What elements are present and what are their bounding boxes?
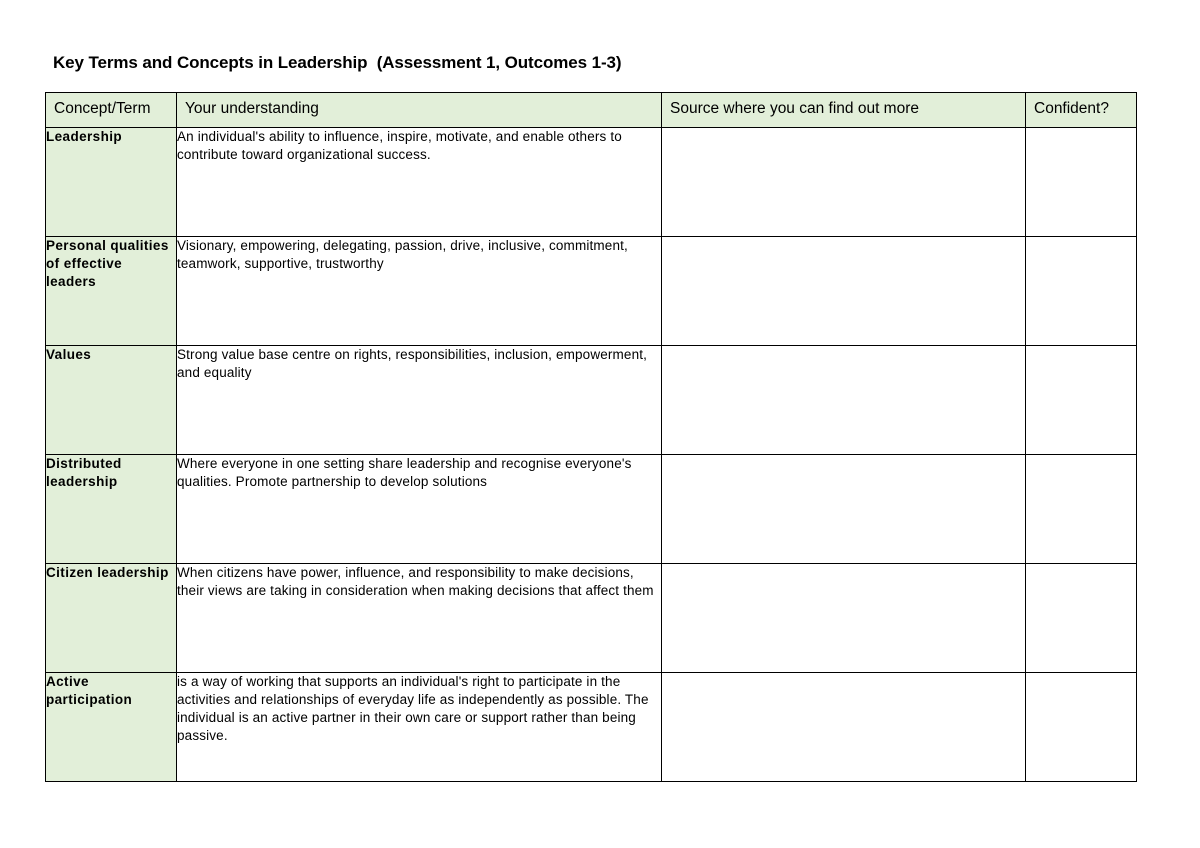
concept-cell: Personal qualities of effective leaders [46,237,177,346]
source-cell[interactable] [662,237,1026,346]
source-cell[interactable] [662,128,1026,237]
table-row [46,346,1137,455]
table-row [46,455,1137,564]
table-row [46,237,1137,346]
source-cell[interactable] [662,455,1026,564]
header-your-understanding: Your understanding [177,93,662,128]
understanding-cell[interactable]: Strong value base centre on rights, responsibilities, inclusion, empowerment, and equality [177,346,662,455]
source-cell[interactable] [662,564,1026,673]
table-row [46,564,1137,673]
understanding-cell[interactable]: Visionary, empowering, delegating, passion, drive, inclusive, commitment, teamwork, supportive, trustworthy [177,237,662,346]
concept-cell: Citizen leadership [46,564,177,673]
table-header-row [46,93,1137,128]
key-terms-table [45,92,1137,782]
concept-cell: Values [46,346,177,455]
understanding-cell[interactable]: is a way of working that supports an individual's right to participate in the activities and relationships of everyday life as independently as possible. The individual is an active partner in their own care or support rather than being passive. [177,673,662,782]
source-cell[interactable] [662,673,1026,782]
confident-cell[interactable] [1026,128,1137,237]
header-confident: Confident? [1026,93,1137,128]
confident-cell[interactable] [1026,673,1137,782]
understanding-cell[interactable]: When citizens have power, influence, and responsibility to make decisions, their views are taking in consideration when making decisions that affect them [177,564,662,673]
header-concept-term: Concept/Term [46,93,177,128]
understanding-cell[interactable]: Where everyone in one setting share leadership and recognise everyone's qualities. Promote partnership to develop solutions [177,455,662,564]
concept-cell: Leadership [46,128,177,237]
document-title: Key Terms and Concepts in Leadership (Assessment 1, Outcomes 1-3) [53,53,622,72]
table-row [46,128,1137,237]
understanding-cell[interactable]: An individual's ability to influence, inspire, motivate, and enable others to contribute toward organizational success. [177,128,662,237]
concept-cell: Active participation [46,673,177,782]
confident-cell[interactable] [1026,455,1137,564]
confident-cell[interactable] [1026,564,1137,673]
confident-cell[interactable] [1026,237,1137,346]
concept-cell: Distributed leadership [46,455,177,564]
confident-cell[interactable] [1026,346,1137,455]
table-row [46,673,1137,782]
header-source: Source where you can find out more [662,93,1026,128]
source-cell[interactable] [662,346,1026,455]
